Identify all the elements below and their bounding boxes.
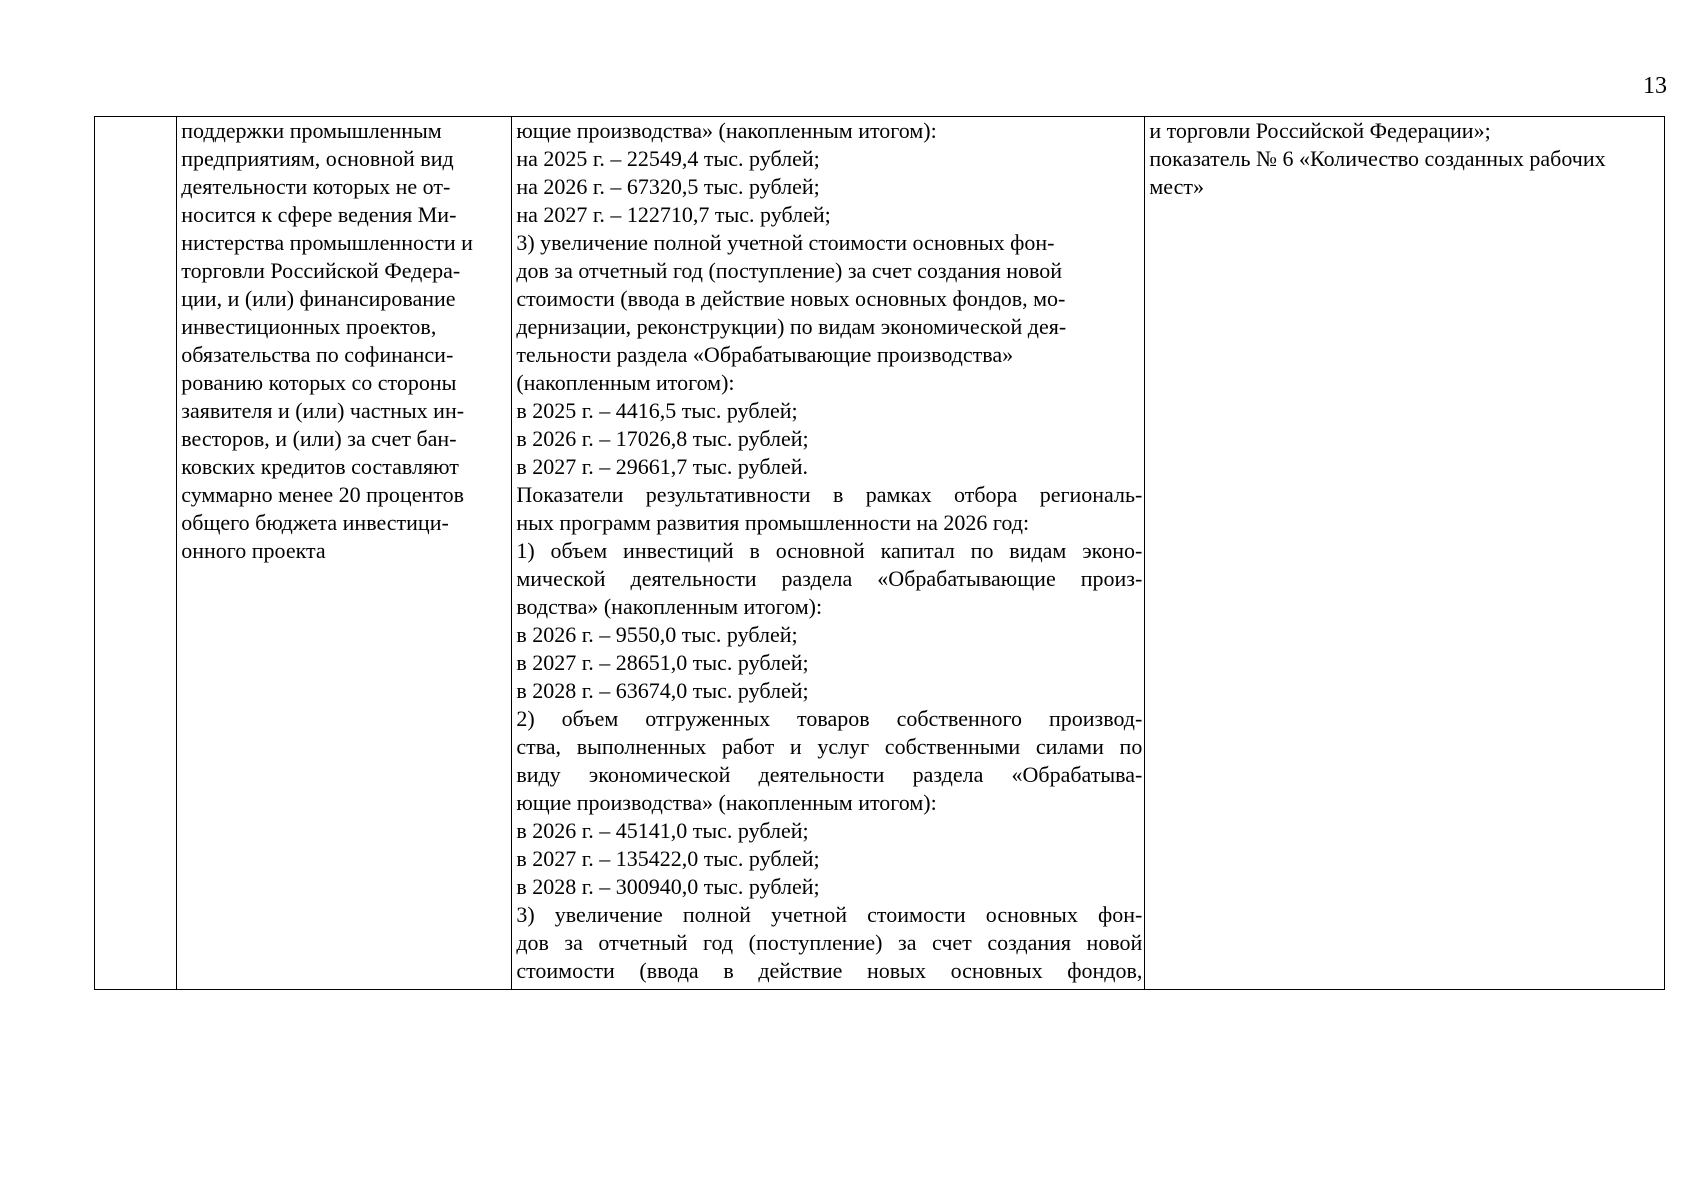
cell-text-line: мической деятельности раздела «Обрабатывающие произ-: [516, 566, 1143, 591]
cell-text-line: (накопленным итогом):: [516, 370, 735, 395]
cell-text-line: в 2027 г. – 135422,0 тыс. рублей;: [516, 846, 820, 871]
cell-text-line: водства» (накопленным итогом):: [516, 594, 823, 619]
page-number: 13: [1643, 73, 1667, 99]
cell-text-line: предприятиям, основной вид: [181, 146, 454, 171]
cell-text-line: ковских кредитов составляют: [181, 454, 459, 479]
cell-text-line: обязательства по софинанси-: [181, 342, 454, 367]
table-cell-description: [177, 117, 512, 990]
cell-text-line: дов за отчетный год (поступление) за счет создания новой: [516, 258, 1063, 283]
cell-text-line: Показатели результативности в рамках отбора региональ-: [516, 482, 1143, 507]
cell-text-line: в 2027 г. – 28651,0 тыс. рублей;: [516, 650, 809, 675]
cell-text-line: весторов, и (или) за счет бан-: [181, 426, 457, 451]
table-cell-notes: [1145, 117, 1665, 990]
cell-text-line: инвестиционных проектов,: [181, 314, 437, 339]
cell-text-line: деятельности которых не от-: [181, 174, 451, 199]
cell-text-line: носится к сфере ведения Ми-: [181, 202, 457, 227]
cell-text-line: на 2027 г. – 122710,7 тыс. рублей;: [516, 202, 831, 227]
cell-text-line: в 2027 г. – 29661,7 тыс. рублей.: [516, 454, 808, 479]
cell-text-line: в 2026 г. – 45141,0 тыс. рублей;: [516, 818, 809, 843]
table-row: [95, 117, 1665, 990]
cell-text-line: 2) объем отгруженных товаров собственного производ-: [516, 706, 1143, 731]
cell-text-line: ства, выполненных работ и услуг собственными силами по: [516, 734, 1143, 759]
cell-text-line: в 2025 г. – 4416,5 тыс. рублей;: [516, 398, 798, 423]
cell-text-line: в 2028 г. – 63674,0 тыс. рублей;: [516, 678, 809, 703]
cell-text-line: рованию которых со стороны: [181, 370, 457, 395]
cell-text-line: в 2026 г. – 17026,8 тыс. рублей;: [516, 426, 809, 451]
cell-text-line: стоимости (ввода в действие новых основных фондов,: [516, 958, 1143, 983]
cell-text-line: ющие производства» (накопленным итогом):: [516, 790, 937, 815]
document-table: [94, 116, 1665, 990]
cell-text-line: нистерства промышленности и: [181, 230, 473, 255]
cell-text-line: в 2028 г. – 300940,0 тыс. рублей;: [516, 874, 820, 899]
cell-text-line: дернизации, реконструкции) по видам экономической дея-: [516, 314, 1067, 339]
cell-text-line: торговли Российской Федера-: [181, 258, 461, 283]
cell-text-line: виду экономической деятельности раздела «Обрабатыва-: [516, 762, 1143, 787]
cell-text-line: 3) увеличение полной учетной стоимости основных фон-: [516, 230, 1055, 255]
cell-text-line: поддержки промышленным: [181, 118, 442, 143]
cell-text-line: в 2026 г. – 9550,0 тыс. рублей;: [516, 622, 798, 647]
cell-text-line: тельности раздела «Обрабатывающие производства»: [516, 342, 1014, 367]
cell-text-line: общего бюджета инвестици-: [181, 510, 449, 535]
cell-text-line: на 2025 г. – 22549,4 тыс. рублей;: [516, 146, 820, 171]
cell-text-line: ных программ развития промышленности на 2026 год:: [516, 510, 1030, 535]
cell-text-line: дов за отчетный год (поступление) за счет создания новой: [516, 930, 1143, 955]
cell-text-line: заявителя и (или) частных ин-: [181, 398, 465, 423]
cell-text-line: показатель № 6 «Количество созданных рабочих: [1149, 146, 1606, 171]
cell-text-line: и торговли Российской Федерации»;: [1149, 118, 1491, 143]
cell-text-line: стоимости (ввода в действие новых основных фондов, мо-: [516, 286, 1066, 311]
cell-text-line: ции, и (или) финансирование: [181, 286, 456, 311]
cell-text-line: онного проекта: [181, 538, 326, 563]
cell-text-line: на 2026 г. – 67320,5 тыс. рублей;: [516, 174, 820, 199]
cell-text-line: суммарно менее 20 процентов: [181, 482, 464, 507]
cell-text-line: мест»: [1149, 174, 1204, 199]
cell-text-line: 3) увеличение полной учетной стоимости основных фон-: [516, 902, 1143, 927]
table-cell-number: [95, 117, 177, 990]
cell-text-line: ющие производства» (накопленным итогом):: [516, 118, 937, 143]
cell-text-line: 1) объем инвестиций в основной капитал по видам эконо-: [516, 538, 1143, 563]
table-cell-indicators: [512, 117, 1145, 990]
